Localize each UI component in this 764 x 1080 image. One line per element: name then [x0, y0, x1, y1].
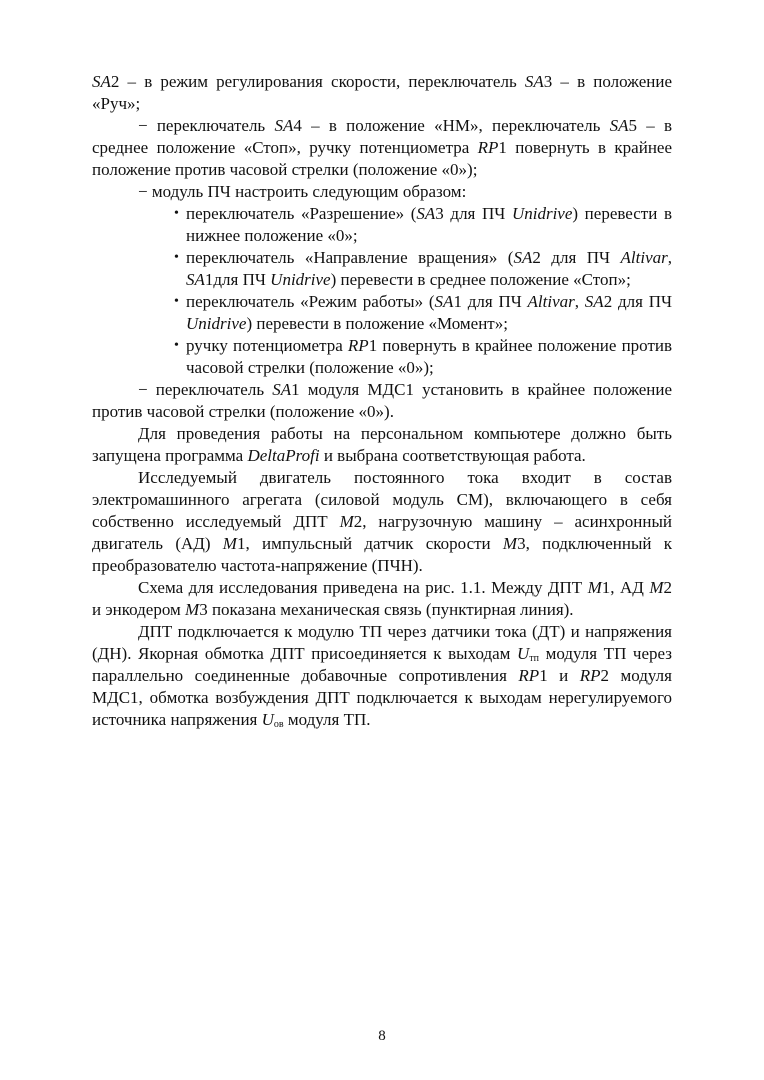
paragraph-motor-description: Исследуемый двигатель постоянного тока входит в состав электромашинного агрегата (силовой модуль СМ), включающего в себя собственно исследуемый ДПТ M2, нагрузочную машину – асинхронный двигатель (АД) M1, импульсный датчик скорости M3, подключенный к преобразователю частота-напряжение (ПЧН). [92, 468, 672, 575]
bullet-item: • переключатель «Режим работы» (SA1 для ПЧ Altivar, SA2 для ПЧ Unidrive) перевести в положение «Момент»; [174, 292, 673, 333]
list-item-sa1-mds1: − переключатель SA1 модуля МДС1 установить в крайнее положение против часовой стрелки (положение «0»). [92, 380, 673, 421]
list-item-module-pch: − модуль ПЧ настроить следующим образом: [138, 182, 467, 201]
paragraph-connection: ДПТ подключается к модулю ТП через датчики тока (ДТ) и напряжения (ДН). Якорная обмотка ДПТ присоединяется к выходам $U_{тп}$ модуля ТП через параллельно соединенные добавочные сопротивления RP1 и RP2 модуля МДС1, обмотка возбуждения ДПТ подключается к выходам нерегулируемого источника напряжения $U_{ов}$ модуля ТП. [92, 622, 672, 730]
bullet-icon: • [174, 250, 179, 265]
bullet-icon: • [174, 338, 179, 353]
bullet-item: • ручку потенциометра RP1 повернуть в крайнее положение против часовой стрелки (положение «0»); [174, 336, 672, 377]
bullet-item: • переключатель «Разрешение» (SA3 для ПЧ Unidrive) перевести в нижнее положение «0»; [174, 204, 672, 245]
bullet-icon: • [174, 206, 179, 221]
page-body [92, 71, 672, 731]
list-item-sa4-sa5: − переключатель SA4 – в положение «НМ», переключатель SA5 – в среднее положение «Стоп», ручку потенциометра RP1 повернуть в крайнее положение против часовой стрелки (положение «0»); [92, 116, 673, 179]
paragraph-software: Для проведения работы на персональном компьютере должно быть запущена программа DeltaProfi и выбрана соответствующая работа. [92, 424, 672, 465]
bullet-item: • переключатель «Направление вращения» (SA2 для ПЧ Altivar, SA1для ПЧ Unidrive) перевести в среднее положение «Стоп»; [174, 248, 672, 289]
bullet-icon: • [174, 294, 179, 309]
bullet-list [92, 203, 672, 379]
page-number: 8 [378, 1028, 386, 1044]
paragraph-scheme: Схема для исследования приведена на рис. 1.1. Между ДПТ M1, АД M2 и энкодером M3 показана механическая связь (пунктирная линия). [92, 578, 673, 619]
paragraph-continuation: SA2 – в режим регулирования скорости, переключатель SA3 – в положение «Руч»; [92, 72, 672, 113]
